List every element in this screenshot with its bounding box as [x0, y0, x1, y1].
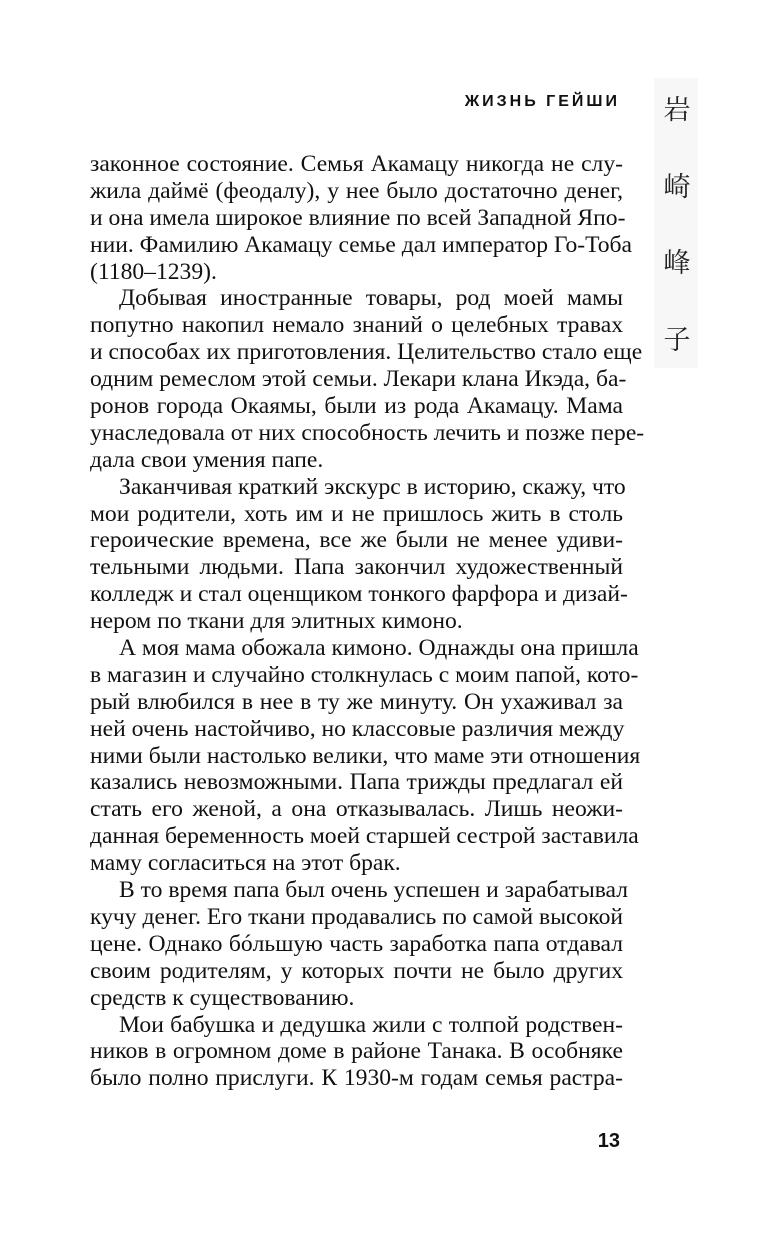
text-line: мои родители, хоть им и не пришлось жить в столь: [90, 500, 623, 527]
text-line: ников в огромном доме в районе Танака. В особняке: [90, 1038, 623, 1065]
text-line: Мои бабушка и дедушка жили с толпой родствен-: [119, 1011, 623, 1038]
text-line: было полно прислуги. К 1930-м годам семья растра-: [90, 1065, 623, 1092]
text-line: казались невозможными. Папа трижды предлагал ей: [90, 769, 623, 796]
side-kanji: 崎: [663, 172, 691, 203]
text-line: ней очень настойчиво, но классовые различия между: [90, 715, 625, 742]
page-number: 13: [597, 1130, 620, 1152]
text-line: стать его женой, а она отказывалась. Лишь неожи-: [90, 796, 623, 823]
text-line: средств к существованию.: [90, 984, 355, 1011]
paragraph: [90, 877, 628, 1011]
text-line: в магазин и случайно столкнулась с моим папой, кото-: [90, 661, 639, 688]
text-line: нером по ткани для элитных кимоно.: [90, 608, 463, 635]
paragraph: [90, 285, 645, 473]
text-line: колледж и стал оценщиком тонкого фарфора и дизай-: [90, 581, 628, 608]
body-text: [90, 151, 645, 1092]
paragraph: [90, 473, 628, 635]
text-line: маму согласиться на этот брак.: [90, 850, 401, 877]
text-line: Заканчивая краткий экскурс в историю, скажу, что: [119, 473, 626, 500]
text-line: героические времена, все же были не менее удиви-: [90, 527, 623, 554]
side-kanji: 岩: [663, 95, 691, 126]
text-line: А моя мама обожала кимоно. Однажды она пришла: [119, 635, 639, 662]
paragraph: [90, 1012, 623, 1093]
text-line: одним ремеслом этой семьи. Лекари клана Икэда, ба-: [90, 366, 627, 393]
text-line: кучу денег. Его ткани продавались по самой высокой: [90, 903, 623, 930]
text-line: нии. Фамилию Акамацу семье дал император Го-Тоба: [90, 231, 633, 258]
running-header: ЖИЗНЬ ГЕЙШИ: [464, 93, 620, 110]
text-line: цене. Однако бóльшую часть заработка папа отдавал: [90, 930, 623, 957]
side-kanji: 子: [663, 325, 691, 356]
text-line: своим родителям, у которых почти не было других: [90, 957, 623, 984]
text-line: тельными людьми. Папа закончил художественный: [90, 554, 623, 581]
text-line: унаследовала от них способность лечить и позже пере-: [90, 419, 645, 446]
text-line: данная беременность моей старшей сестрой заставила: [90, 823, 639, 850]
text-line: ронов города Окаямы, были из рода Акамацу. Мама: [90, 393, 623, 420]
text-line: и способах их приготовления. Целительство стало еще: [90, 339, 643, 366]
text-line: жила даймё (феодалу), у нее было достаточно денег,: [90, 177, 623, 204]
paragraph: [90, 151, 633, 285]
text-line: и она имела широкое влияние по всей Западной Япо-: [90, 204, 626, 231]
side-kanji: 峰: [663, 248, 691, 279]
paragraph: [90, 635, 641, 877]
text-line: попутно накопил немало знаний о целебных травах: [90, 312, 623, 339]
text-line: рый влюбился в нее в ту же минуту. Он ухаживал за: [90, 688, 623, 715]
text-line: законное состояние. Семья Акамацу никогда не слу-: [90, 151, 623, 177]
text-line: дала свои умения папе.: [90, 446, 324, 473]
text-line: (1180–1239).: [90, 258, 217, 285]
text-line: В то время папа был очень успешен и зарабатывал: [119, 877, 628, 904]
text-line: Добывая иностранные товары, род моей мамы: [119, 285, 623, 312]
text-line: ними были настолько велики, что маме эти отношения: [90, 742, 641, 769]
